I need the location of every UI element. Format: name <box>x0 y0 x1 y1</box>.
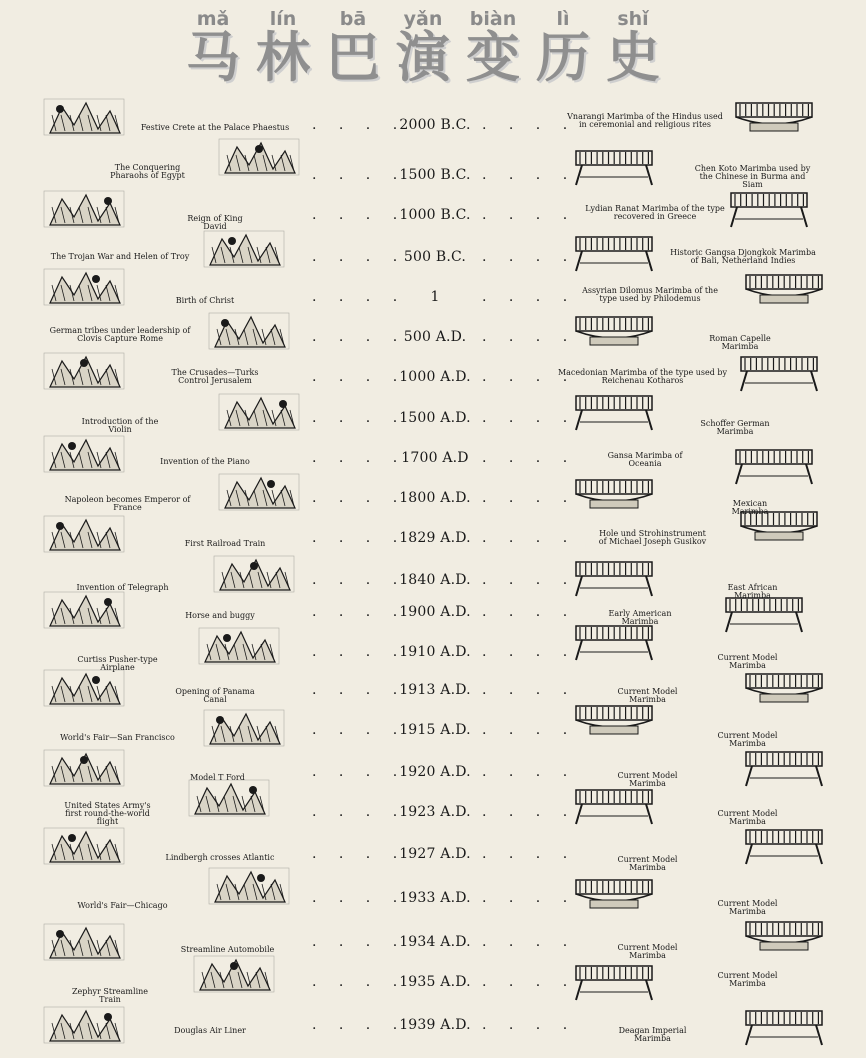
marimba-illustration <box>570 872 658 916</box>
event-caption: Model T Ford <box>190 773 245 782</box>
event-illustration <box>195 624 283 668</box>
marimba-caption: Vnarangi Marimba of the Hindus used in ceremonial and religious rites <box>567 112 723 129</box>
leader-dots-right: . . . . <box>482 804 577 820</box>
marimba-caption: Roman Capelle Marimba <box>709 334 771 351</box>
timeline-year: 1 <box>430 289 440 305</box>
marimba-caption: Mexican Marimba <box>731 499 769 516</box>
marimba-illustration <box>740 1003 828 1047</box>
leader-dots-right: . . . . <box>482 846 577 862</box>
leader-dots-left: . . . . <box>312 722 407 738</box>
title-pinyin: mǎ <box>196 8 230 30</box>
event-caption: United States Army's first round-the-world flight <box>64 801 151 826</box>
event-illustration <box>40 349 128 393</box>
leader-dots-right: . . . . <box>482 572 577 588</box>
leader-dots-left: . . . . <box>312 604 407 620</box>
timeline-year: 1923 A.D. <box>399 804 471 820</box>
event-illustration <box>40 588 128 632</box>
leader-dots-right: . . . . <box>482 249 577 265</box>
timeline-row <box>0 237 866 277</box>
event-caption: German tribes under leadership of Clovis Capture Rome <box>49 326 191 343</box>
title-pinyin: bā <box>339 8 367 30</box>
event-illustration <box>40 187 128 231</box>
leader-dots-left: . . . . <box>312 804 407 820</box>
timeline-row <box>0 398 866 438</box>
event-illustration <box>200 227 288 271</box>
leader-dots-left: . . . . <box>312 682 407 698</box>
timeline-year: 1933 A.D. <box>399 890 471 906</box>
marimba-caption: Current Model Marimba <box>717 899 778 916</box>
timeline-row <box>0 438 866 478</box>
leader-dots-right: . . . . <box>482 117 577 133</box>
timeline-year: 500 A.D. <box>403 329 467 345</box>
leader-dots-left: . . . . <box>312 530 407 546</box>
leader-dots-left: . . . . <box>312 974 407 990</box>
marimba-illustration <box>730 95 818 139</box>
leader-dots-right: . . . . <box>482 722 577 738</box>
event-illustration <box>200 706 288 750</box>
leader-dots-left: . . . . <box>312 329 407 345</box>
leader-dots-left: . . . . <box>312 450 407 466</box>
timeline-year: 1800 A.D. <box>399 490 471 506</box>
leader-dots-left: . . . . <box>312 410 407 426</box>
marimba-caption: Current Model Marimba <box>617 943 678 960</box>
event-illustration <box>40 512 128 556</box>
leader-dots-left: . . . . <box>312 1017 407 1033</box>
event-caption: The Crusades—Turks Control Jerusalem <box>171 368 259 385</box>
title-hanzi: 林 <box>256 26 310 89</box>
marimba-illustration <box>570 143 658 187</box>
event-caption: Horse and buggy <box>185 611 255 620</box>
timeline-row <box>0 277 866 317</box>
leader-dots-right: . . . . <box>482 890 577 906</box>
leader-dots-left: . . . . <box>312 644 407 660</box>
event-caption: Invention of the Piano <box>160 457 250 466</box>
timeline-year: 1700 A.D <box>401 450 469 466</box>
event-illustration <box>210 552 298 596</box>
event-caption: Invention of Telegraph <box>76 583 169 592</box>
timeline-year: 500 B.C. <box>403 249 467 265</box>
timeline-row <box>0 752 866 792</box>
marimba-caption: Assyrian Dilomus Marimba of the type used by Philodemus <box>582 286 718 303</box>
title-hanzi: 史 <box>606 26 660 89</box>
timeline-year: 1000 B.C. <box>399 207 471 223</box>
timeline-year: 1913 A.D. <box>399 682 471 698</box>
leader-dots-left: . . . . <box>312 289 407 305</box>
leader-dots-left: . . . . <box>312 167 407 183</box>
marimba-illustration <box>735 504 823 548</box>
timeline-row <box>0 922 866 962</box>
leader-dots-right: . . . . <box>482 490 577 506</box>
title-hanzi: 演 <box>396 26 450 89</box>
leader-dots-right: . . . . <box>482 289 577 305</box>
marimba-illustration <box>740 267 828 311</box>
timeline-row <box>0 710 866 750</box>
leader-dots-left: . . . . <box>312 934 407 950</box>
marimba-caption: Current Model Marimba <box>717 731 778 748</box>
event-caption: Opening of Panama Canal <box>175 687 255 704</box>
title-pinyin: biàn <box>469 8 517 30</box>
timeline-row <box>0 962 866 1002</box>
event-illustration <box>215 470 303 514</box>
event-caption: Lindbergh crosses Atlantic <box>165 853 275 862</box>
event-illustration <box>40 1003 128 1047</box>
leader-dots-left: . . . . <box>312 572 407 588</box>
event-caption: Curtiss Pusher-type Airplane <box>77 655 158 672</box>
event-caption: Zephyr Streamline Train <box>71 987 149 1004</box>
marimba-caption: Early American Marimba <box>608 609 672 626</box>
timeline-row <box>0 632 866 672</box>
timeline-year: 1840 A.D. <box>399 572 471 588</box>
event-illustration <box>40 746 128 790</box>
timeline-row <box>0 834 866 874</box>
timeline-year: 1910 A.D. <box>399 644 471 660</box>
marimba-illustration <box>740 744 828 788</box>
marimba-caption: Chen Koto Marimba used by the Chinese in Burma and Siam <box>694 164 811 189</box>
timeline-row <box>0 878 866 918</box>
event-illustration <box>40 920 128 964</box>
title-hanzi: 马 <box>186 26 240 89</box>
event-caption: Festive Crete at the Palace Phaestus <box>140 123 290 132</box>
timeline-row <box>0 105 866 145</box>
timeline-year: 1000 A.D. <box>399 369 471 385</box>
leader-dots-right: . . . . <box>482 530 577 546</box>
marimba-illustration <box>570 958 658 1002</box>
marimba-caption: Deagan Imperial Marimba <box>618 1026 687 1043</box>
leader-dots-right: . . . . <box>482 167 577 183</box>
leader-dots-right: . . . . <box>482 764 577 780</box>
timeline-row <box>0 670 866 710</box>
event-caption: Birth of Christ <box>175 296 235 305</box>
marimba-caption: Current Model Marimba <box>717 653 778 670</box>
event-caption: World's Fair—Chicago <box>77 901 168 910</box>
event-caption: World's Fair—San Francisco <box>60 733 175 742</box>
event-illustration <box>190 952 278 996</box>
event-illustration <box>40 432 128 476</box>
timeline-year: 1934 A.D. <box>399 934 471 950</box>
leader-dots-left: . . . . <box>312 249 407 265</box>
title-hanzi: 历 <box>536 26 590 89</box>
marimba-caption: Historic Gangsa Djongkok Marimba of Bali, Netherland Indies <box>670 248 816 265</box>
marimba-caption: Current Model Marimba <box>617 687 678 704</box>
event-illustration <box>215 135 303 179</box>
marimba-illustration <box>570 782 658 826</box>
leader-dots-left: . . . . <box>312 890 407 906</box>
leader-dots-right: . . . . <box>482 934 577 950</box>
timeline-year: 1500 B.C. <box>399 167 471 183</box>
marimba-caption: Schoffer German Marimba <box>700 419 770 436</box>
leader-dots-left: . . . . <box>312 846 407 862</box>
marimba-illustration <box>735 349 823 393</box>
event-illustration <box>40 265 128 309</box>
marimba-caption: Current Model Marimba <box>617 771 678 788</box>
timeline-year: 1927 A.D. <box>399 846 471 862</box>
event-caption: Introduction of the Violin <box>81 417 159 434</box>
marimba-caption: East African Marimba <box>727 583 778 600</box>
leader-dots-right: . . . . <box>482 207 577 223</box>
timeline-year: 1915 A.D. <box>399 722 471 738</box>
title-hanzi: 变 <box>466 26 520 89</box>
leader-dots-left: . . . . <box>312 764 407 780</box>
marimba-illustration <box>570 618 658 662</box>
event-illustration <box>205 309 293 353</box>
timeline-row <box>0 195 866 235</box>
marimba-caption: Current Model Marimba <box>717 971 778 988</box>
title-pinyin: yǎn <box>403 8 443 30</box>
marimba-caption: Hole und Strohinstrument of Michael Joseph Gusikov <box>598 529 707 546</box>
marimba-caption: Lydian Ranat Marimba of the type recovered in Greece <box>585 204 725 221</box>
timeline-year: 1500 A.D. <box>399 410 471 426</box>
leader-dots-right: . . . . <box>482 329 577 345</box>
leader-dots-right: . . . . <box>482 974 577 990</box>
title-pinyin: lín <box>269 8 297 30</box>
leader-dots-right: . . . . <box>482 644 577 660</box>
leader-dots-right: . . . . <box>482 369 577 385</box>
timeline-row <box>0 1005 866 1045</box>
leader-dots-right: . . . . <box>482 682 577 698</box>
title-pinyin: lì <box>556 8 570 30</box>
timeline-row <box>0 357 866 397</box>
timeline-year: 2000 B.C. <box>399 117 471 133</box>
leader-dots-left: . . . . <box>312 207 407 223</box>
marimba-illustration <box>570 309 658 353</box>
event-caption: The Conquering Pharaohs of Egypt <box>110 163 185 180</box>
marimba-illustration <box>570 472 658 516</box>
timeline-year: 1935 A.D. <box>399 974 471 990</box>
leader-dots-right: . . . . <box>482 1017 577 1033</box>
marimba-illustration <box>740 914 828 958</box>
event-caption: Reign of King David <box>187 214 243 231</box>
event-illustration <box>40 824 128 868</box>
marimba-illustration <box>725 185 813 229</box>
timeline-year: 1939 A.D. <box>399 1017 471 1033</box>
marimba-illustration <box>570 388 658 432</box>
timeline-year: 1829 A.D. <box>399 530 471 546</box>
event-illustration <box>215 390 303 434</box>
event-illustration <box>40 95 128 139</box>
leader-dots-right: . . . . <box>482 604 577 620</box>
marimba-illustration <box>570 698 658 742</box>
timeline-year: 1920 A.D. <box>399 764 471 780</box>
marimba-caption: Gansa Marimba of Oceania <box>607 451 683 468</box>
timeline-year: 1900 A.D. <box>399 604 471 620</box>
event-caption: First Railroad Train <box>184 539 266 548</box>
event-caption: Napoleon becomes Emperor of France <box>64 495 191 512</box>
marimba-caption: Current Model Marimba <box>617 855 678 872</box>
event-caption: The Trojan War and Helen of Troy <box>50 252 190 261</box>
marimba-caption: Macedonian Marimba of the type used by Reichenau Kotharos <box>557 368 728 385</box>
marimba-illustration <box>720 590 808 634</box>
marimba-illustration <box>570 229 658 273</box>
event-illustration <box>40 666 128 710</box>
event-caption: Douglas Air Liner <box>174 1026 246 1035</box>
title-hanzi-row <box>0 26 866 90</box>
marimba-caption: Current Model Marimba <box>717 809 778 826</box>
timeline-row <box>0 592 866 632</box>
timeline-row <box>0 792 866 832</box>
leader-dots-left: . . . . <box>312 117 407 133</box>
event-caption: Streamline Automobile <box>180 945 275 954</box>
leader-dots-left: . . . . <box>312 369 407 385</box>
event-illustration <box>185 773 273 820</box>
leader-dots-right: . . . . <box>482 450 577 466</box>
event-illustration <box>205 864 293 908</box>
leader-dots-left: . . . . <box>312 490 407 506</box>
page-title <box>0 8 866 90</box>
title-hanzi: 巴 <box>326 26 380 89</box>
marimba-illustration <box>740 666 828 710</box>
title-pinyin: shǐ <box>617 8 649 30</box>
marimba-illustration <box>740 822 828 866</box>
timeline-row <box>0 518 866 558</box>
leader-dots-right: . . . . <box>482 410 577 426</box>
